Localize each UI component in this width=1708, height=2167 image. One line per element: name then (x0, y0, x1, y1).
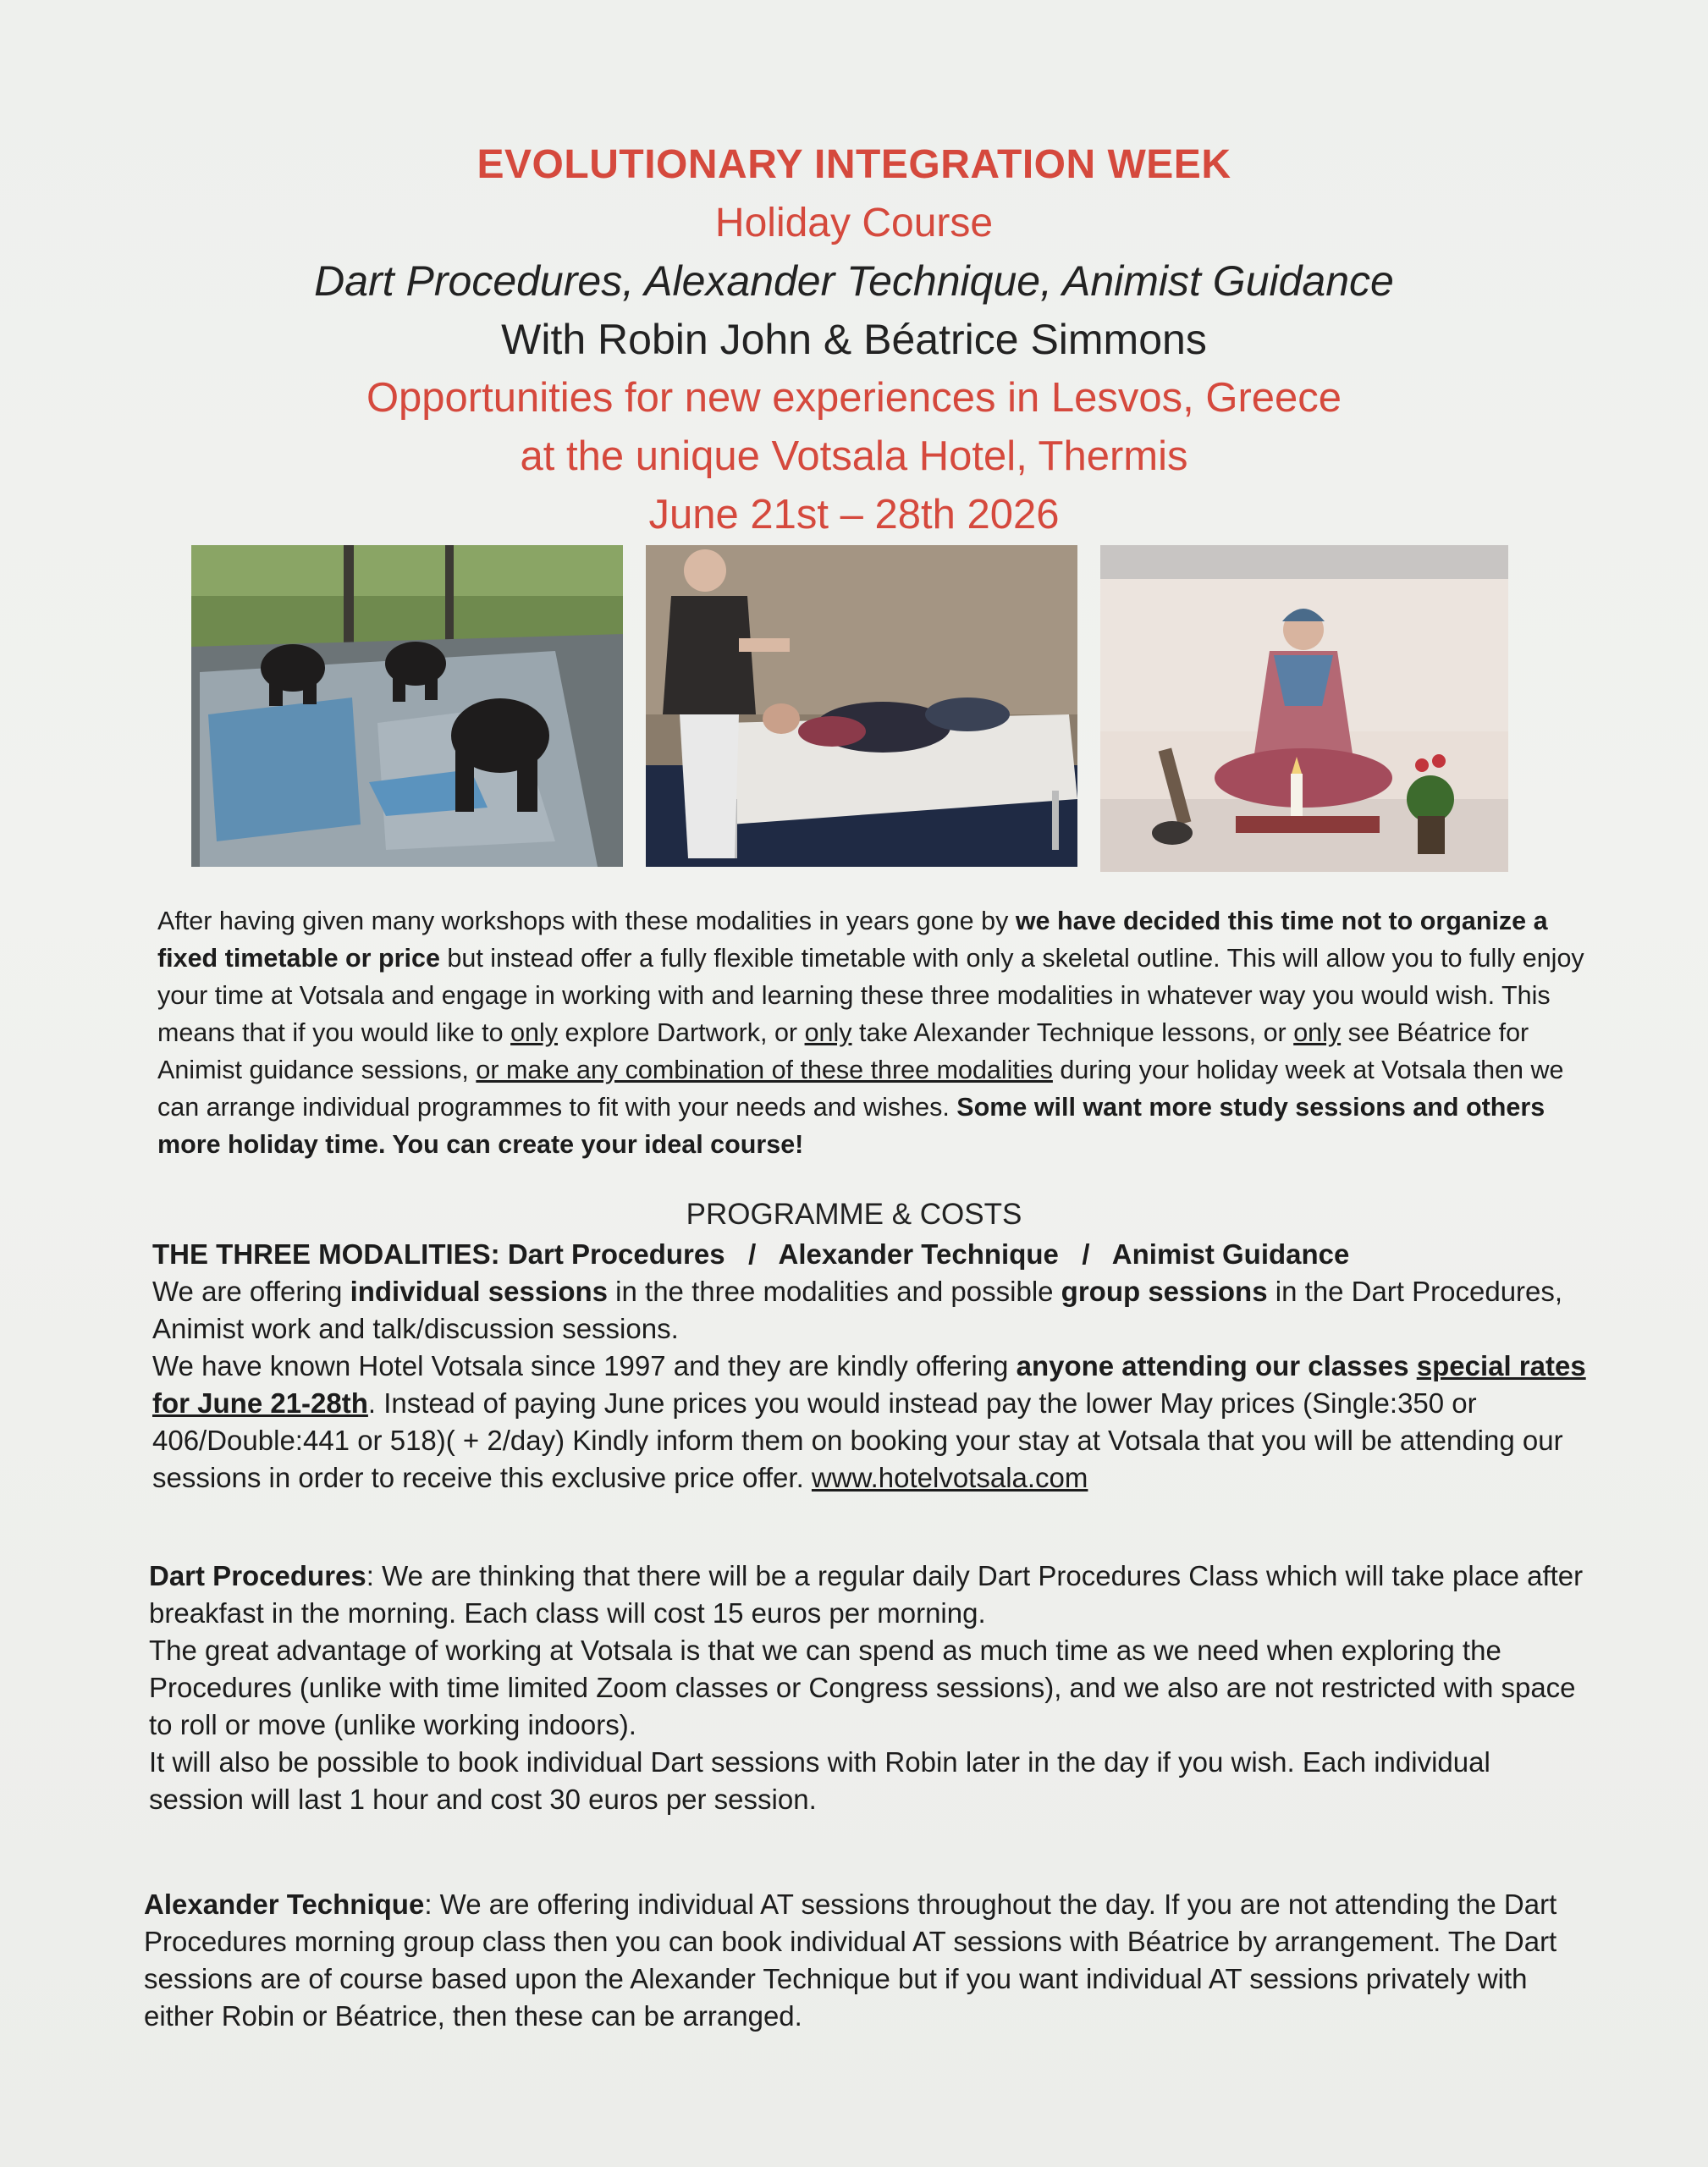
intro-paragraph (157, 902, 1588, 1163)
intro-text: but instead offer a fully flexible timetable with only a skeletal outline. This will allow you to fully enjoy your time at Votsala and engage in working with and learning these three modalities in whatever way you would wish. This means that if you would like to (157, 944, 1584, 1047)
location-line: at the unique Votsala Hotel, Thermis (520, 433, 1188, 479)
intro-underline-combination: or make any combination of these three modalities (476, 1056, 1053, 1084)
group-sessions-bold: group sessions (1061, 1276, 1268, 1307)
alexander-technique-section (144, 1886, 1583, 2035)
intro-underline-only: only (1293, 1018, 1342, 1047)
special-rates-dates: special rates for June 21-28th (152, 1350, 1586, 1419)
photo-animist-guidance (1100, 545, 1508, 872)
flyer-header (0, 135, 1708, 544)
flyer-title: EVOLUTIONARY INTEGRATION WEEK (477, 142, 1231, 187)
dart-procedures-label: Dart Procedures (149, 1560, 366, 1591)
intro-underline-only: only (510, 1018, 559, 1047)
photo-group-mats (191, 545, 623, 867)
programme-text: We have known Hotel Votsala since 1997 and they are kindly offering (152, 1350, 1017, 1381)
dart-text: : We are thinking that there will be a regular daily Dart Procedures Class which will take place after breakfast in the morning. Each class will cost 15 euros per morning. (149, 1560, 1584, 1629)
dart-text: The great advantage of working at Votsala is that we can spend as much time as we need when exploring the Procedures (unlike with time limited Zoom classes or Congress sessions), and we also are not restricted with space to roll or move (unlike working indoors). (149, 1635, 1576, 1740)
special-rates-bold: anyone attending our classes (1016, 1350, 1417, 1381)
flyer-subtitle: Holiday Course (714, 201, 994, 245)
intro-text: explore Dartwork, or (558, 1018, 805, 1047)
opportunities-line: Opportunities for new experiences in Lesvos, Greece (366, 375, 1342, 421)
dart-text: It will also be possible to book individual Dart sessions with Robin later in the day if you wish. Each individual session will last 1 hour and cost 30 euros per session. (149, 1746, 1490, 1815)
three-modalities-label: THE THREE MODALITIES: Dart Procedures / Alexander Technique / Animist Guidance (152, 1238, 1350, 1270)
intro-text: After having given many workshops with these modalities in years gone by (157, 907, 1016, 935)
intro-bold-no-timetable: we have decided this time not to organize a fixed timetable or price (157, 907, 1548, 973)
programme-text: in the Dart Procedures, Animist work and talk/discussion sessions. (152, 1276, 1563, 1344)
individual-sessions-bold: individual sessions (350, 1276, 609, 1307)
teachers-line: With Robin John & Béatrice Simmons (501, 316, 1207, 363)
intro-underline-only: only (804, 1018, 852, 1047)
photo-table-session (646, 545, 1077, 867)
programme-text: in the three modalities and possible (608, 1276, 1061, 1307)
programme-text: . Instead of paying June prices you would instead pay the lower May prices (Single:350 or 406/Double:441 or 518)( + 2/day) Kindly inform them on booking your stay at Votsala that you will be attending our sessions in order to receive this exclusive price offer. (152, 1387, 1563, 1493)
intro-text: during your holiday week at Votsala then we can arrange individual programmes to fit with your needs and wishes. (157, 1056, 1564, 1122)
alexander-technique-label: Alexander Technique (144, 1889, 425, 1920)
dates-line: June 21st – 28th 2026 (648, 492, 1060, 538)
intro-text: take Alexander Technique lessons, or (851, 1018, 1294, 1047)
hotel-website-link[interactable]: www.hotelvotsala.com (811, 1462, 1088, 1493)
programme-heading: PROGRAMME & COSTS (686, 1198, 1022, 1231)
intro-bold-ideal-course: Some will want more study sessions and others more holiday time. You can create your ideal course! (157, 1093, 1545, 1159)
modalities-line: Dart Procedures, Alexander Technique, Animist Guidance (314, 257, 1394, 305)
at-text: : We are offering individual AT sessions throughout the day. If you are not attending the Dart Procedures morning group class then you can book individual AT sessions with Béatrice by arrangement. The Dart sessions are of course based upon the Alexander Technique but if you want individual AT sessions privately with either Robin or Béatrice, then these can be arranged. (144, 1889, 1557, 2032)
programme-text: We are offering (152, 1276, 350, 1307)
dart-procedures-section (149, 1558, 1588, 1818)
intro-text: see Béatrice for Animist guidance sessions, (157, 1018, 1529, 1084)
programme-section (152, 1236, 1591, 1497)
